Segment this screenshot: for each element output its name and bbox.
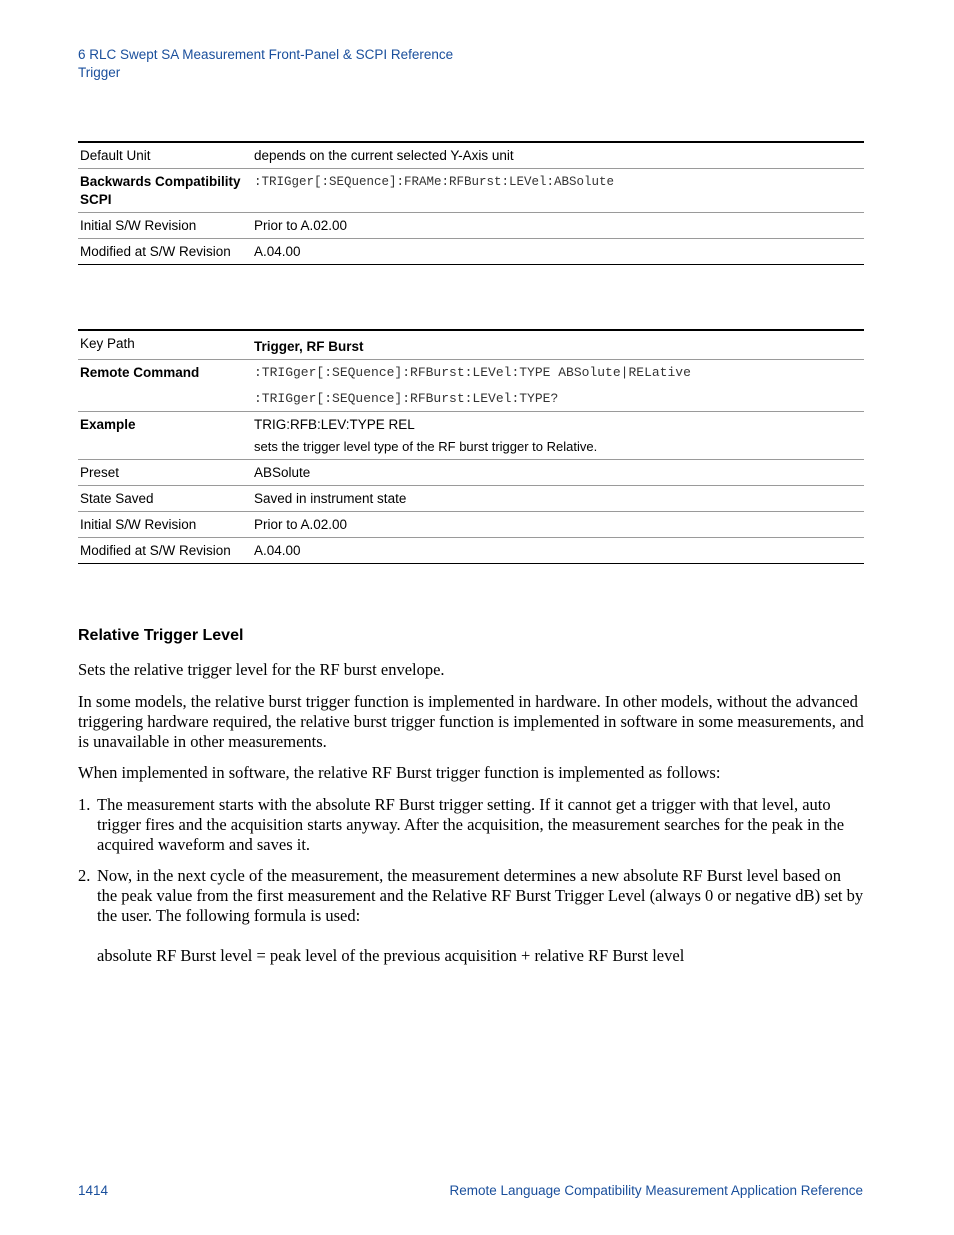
backwards-compat-label: Backwards Compatibility SCPI xyxy=(78,169,252,213)
footer-doc-title: Remote Language Compatibility Measurement Application Reference xyxy=(449,1183,863,1198)
table-row xyxy=(78,538,864,564)
remote-command-label: Remote Command xyxy=(78,360,252,412)
backwards-compat-scpi: :TRIGger[:SEQuence]:FRAMe:RFBurst:LEVel:ABSolute xyxy=(252,169,864,213)
list-text: The measurement starts with the absolute RF Burst trigger setting. If it cannot get a trigger with that level, auto trigger fires and the acquisition starts anyway. After the acquisition, the measurement searches for the peak in the acquired waveform and saves it. xyxy=(97,795,845,854)
list-number: 2. xyxy=(78,866,91,885)
list-item xyxy=(78,866,864,926)
table-row xyxy=(78,169,864,213)
list-item xyxy=(78,795,864,855)
paragraph-software: When implemented in software, the relative RF Burst trigger function is implemented as follows: xyxy=(78,763,721,782)
state-saved-label: State Saved xyxy=(78,486,252,512)
preset-label: Preset xyxy=(78,460,252,486)
modified-revision-label: Modified at S/W Revision xyxy=(78,239,252,265)
table-row xyxy=(78,213,864,239)
modified-revision-label: Modified at S/W Revision xyxy=(78,538,252,564)
table-row xyxy=(78,460,864,486)
formula-line: absolute RF Burst level = peak level of the previous acquisition + relative RF Burst level xyxy=(97,946,685,965)
paragraph-implementation: In some models, the relative burst trigger function is implemented in hardware. In other models, without the advanced triggering hardware required, the relative burst trigger function is implemented in software in some measurements, and is unavailable in other measurements. xyxy=(78,692,864,751)
list-text: Now, in the next cycle of the measurement, the measurement determines a new absolute RF Burst level based on the peak value from the first measurement and the Relative RF Burst Trigger Level (always 0 or negative dB) set by the user. The following formula is used: xyxy=(97,866,864,925)
default-unit-label: Default Unit xyxy=(80,148,151,163)
example-command: TRIG:RFB:LEV:TYPE REL xyxy=(254,417,415,432)
key-path-label: Key Path xyxy=(80,336,135,351)
state-saved-value: Saved in instrument state xyxy=(252,486,864,512)
remote-command-value xyxy=(252,360,864,412)
running-header-chapter: 6 RLC Swept SA Measurement Front-Panel & SCPI Reference xyxy=(78,47,454,62)
initial-revision-value: Prior to A.02.00 xyxy=(252,512,864,538)
preset-value: ABSolute xyxy=(252,460,864,486)
spec-table-absolute-level xyxy=(78,141,864,265)
modified-revision-value: A.04.00 xyxy=(252,538,864,564)
table-row xyxy=(78,412,864,460)
table-row xyxy=(78,142,864,169)
section-heading: Relative Trigger Level xyxy=(78,627,244,644)
list-number: 1. xyxy=(78,795,91,814)
modified-revision-value: A.04.00 xyxy=(252,239,864,265)
example-value xyxy=(252,412,864,460)
initial-revision-label: Initial S/W Revision xyxy=(78,213,252,239)
table-row xyxy=(78,239,864,265)
spec-table-level-type xyxy=(78,329,864,564)
running-header-section: Trigger xyxy=(78,65,121,80)
table-row xyxy=(78,360,864,412)
key-path-value: Trigger, RF Burst xyxy=(254,339,364,354)
table-row xyxy=(78,330,864,360)
remote-command-set: :TRIGger[:SEQuence]:RFBurst:LEVel:TYPE ABSolute|RELative xyxy=(254,365,691,380)
example-description: sets the trigger level type of the RF burst trigger to Relative. xyxy=(254,439,598,454)
default-unit-value: depends on the current selected Y-Axis unit xyxy=(254,148,514,163)
table-row xyxy=(78,486,864,512)
table-row xyxy=(78,512,864,538)
remote-command-query: :TRIGger[:SEQuence]:RFBurst:LEVel:TYPE? xyxy=(254,391,559,406)
initial-revision-label: Initial S/W Revision xyxy=(78,512,252,538)
page-number: 1414 xyxy=(78,1183,109,1198)
initial-revision-value: Prior to A.02.00 xyxy=(252,213,864,239)
example-label: Example xyxy=(78,412,252,460)
paragraph-intro: Sets the relative trigger level for the RF burst envelope. xyxy=(78,660,445,679)
